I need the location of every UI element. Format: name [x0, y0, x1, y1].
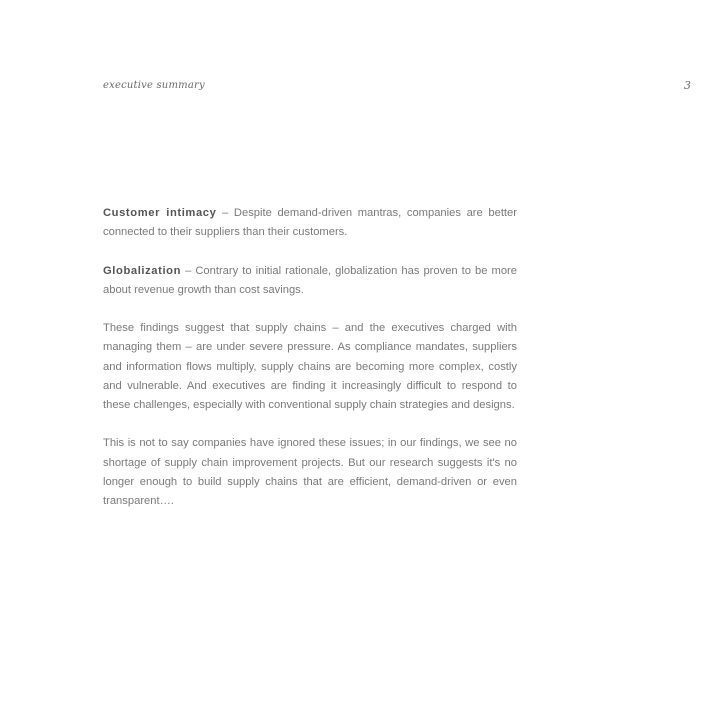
paragraph-conclusion [103, 434, 517, 511]
paragraph-findings [103, 319, 517, 415]
paragraph-lead: Customer intimacy [103, 207, 217, 219]
body-text [103, 204, 517, 530]
paragraph-globalization [103, 262, 517, 300]
page-number: 3 [684, 79, 691, 92]
paragraph-text: These findings suggest that supply chains – and the executives charged with managing them – are under severe pressure. As compliance mandates, suppliers and information flows multiply, supply chains are becoming more complex, costly and vulnerable. And executives are finding it increasingly difficult to respond to these challenges, especially with conventional supply chain strategies and designs. [103, 322, 517, 411]
paragraph-text: – Despite demand-driven mantras, companies are better connected to their suppliers than their customers. [103, 207, 517, 239]
paragraph-text: This is not to say companies have ignored these issues; in our findings, we see no shortage of supply chain improvement projects. But our research suggests it's no longer enough to build supply chains that are efficient, demand-driven or even transparent…. [103, 437, 517, 507]
paragraph-text: – Contrary to initial rationale, globalization has proven to be more about revenue growth than cost savings. [103, 264, 517, 296]
paragraph-customer-intimacy [103, 204, 517, 242]
paragraph-lead: Globalization [103, 264, 182, 277]
running-head: executive summary [103, 80, 205, 91]
